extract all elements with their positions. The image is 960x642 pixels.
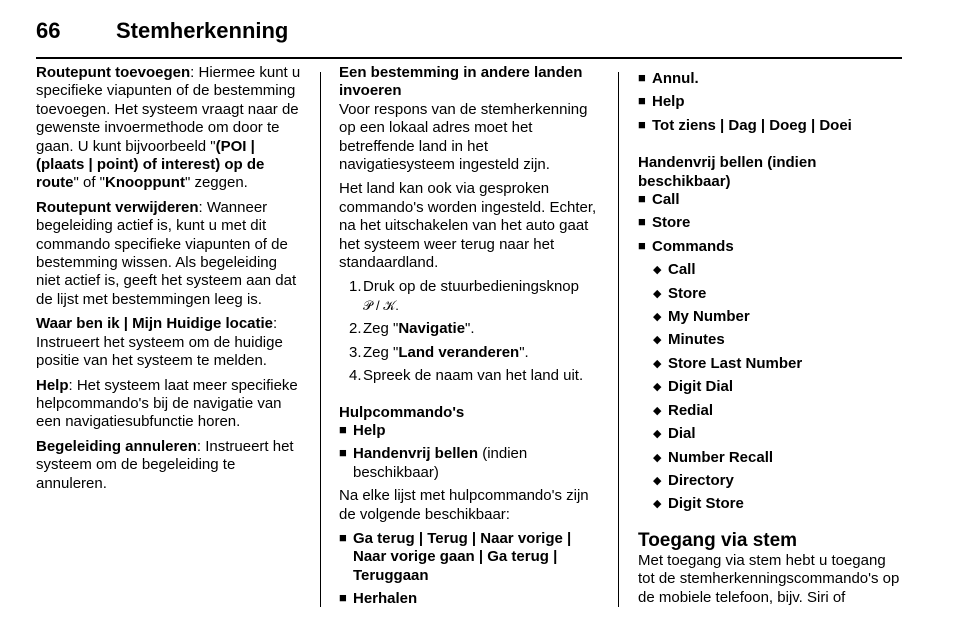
command-phrase: Commands (652, 237, 734, 255)
sublist-item: ◆ Store (638, 285, 906, 303)
command-phrase: Land veranderen (398, 343, 520, 361)
section-heading-large: Toegang via stem (638, 529, 798, 551)
column-1 (36, 64, 304, 499)
text: : Het systeem laat meer specifieke helpcommando's bij de navigatie van een navigatiesubfunctie horen. (36, 376, 298, 431)
sublist-item: ◆ Store Last Number (638, 355, 906, 373)
column-divider-2 (618, 72, 619, 607)
step-number: 4. (349, 367, 362, 385)
sublist-item: ◆ Redial (638, 402, 906, 420)
page-header (36, 18, 288, 48)
sublist-item: ◆ Dial (638, 425, 906, 443)
paragraph-routepunt-toevoegen (36, 64, 304, 193)
commands-sublist (638, 261, 906, 513)
help-command-list (339, 422, 607, 482)
sublist-item: ◆ Directory (638, 472, 906, 490)
step-text: Zeg " (363, 320, 399, 338)
paragraph-waar-ben-ik (36, 315, 304, 370)
steering-control-icon: 𝒫 / 𝒦. (363, 297, 399, 313)
sublist-item: ◆ Digit Store (638, 495, 906, 513)
list-item (638, 238, 906, 514)
handsfree-command-list (638, 191, 906, 514)
term: Routepunt toevoegen (36, 64, 191, 81)
list-item: ■ Store (638, 214, 906, 232)
section-heading: Een bestemming in andere landen invoeren (339, 64, 583, 100)
list-item: ■ Ga terug | Terug | Naar vorige | Naar vorige gaan | Ga terug | Teruggaan (339, 530, 607, 585)
help-heading: Hulpcommando's (339, 403, 465, 421)
paragraph: Voor respons van de stemherkenning op een lokaal adres moet het betreffende land in het navigatiesysteem ingesteld zijn. (339, 100, 588, 174)
text: : Wanneer begeleiding actief is, kunt u met dit commando specifieke viapunten of de bestemming wissen. Als begeleiding niet actief is, geeft het systeem aan dat de lijst met bestemmingen leeg is. (36, 198, 297, 308)
step-list (339, 278, 607, 385)
list-item (339, 445, 607, 482)
command-phrase: (POI | (plaats | point) of interest) op de route (36, 137, 265, 192)
text: (indien beschikbaar) (353, 445, 528, 481)
column-divider-1 (320, 72, 321, 607)
column-2 (339, 64, 607, 614)
step-item (339, 320, 607, 338)
paragraph: Na elke lijst met hulpcommando's zijn de volgende beschikbaar: (339, 487, 589, 523)
step-number: 2. (349, 320, 362, 338)
term: Routepunt verwijderen (36, 198, 199, 216)
text: " of " (73, 174, 105, 192)
step-text: Druk op de stuurbedieningsknop (363, 278, 579, 296)
top-command-list (638, 70, 906, 135)
list-item: ■ Annul. (638, 70, 906, 88)
paragraph: Het land kan ook via gesproken commando's worden ingesteld. Echter, na het uitschakelen van het auto gaat het systeem weer terug naar het standaardland. (339, 180, 597, 272)
term: Help (36, 376, 69, 394)
term: Begeleiding annuleren (36, 437, 197, 455)
list-item: ■ Call (638, 191, 906, 209)
sublist-item: ◆ Minutes (638, 331, 906, 349)
command-phrase: Handenvrij bellen (353, 445, 479, 463)
command-phrase: Knooppunt (105, 174, 185, 192)
handsfree-heading: Handenvrij bellen (indien beschikbaar) (638, 154, 817, 190)
sublist-item: ◆ Call (638, 261, 906, 279)
step-text: ". (519, 343, 529, 361)
step-item (339, 278, 607, 315)
list-item: ■ Help (638, 93, 906, 111)
step-text: Spreek de naam van het land uit. (363, 367, 584, 385)
text: : Hiermee kunt u specifieke viapunten of de bestemming toevoegen. Het systeem vraagt naar de gewenste invoermethode om door te gaan. U kunt bijvoorbeeld " (36, 64, 301, 155)
header-rule (36, 57, 902, 59)
text: : Instrueert het systeem om de huidige positie van het systeem te melden. (36, 315, 283, 370)
step-number: 1. (349, 278, 362, 296)
term: Waar ben ik | Mijn Huidige locatie (36, 315, 274, 333)
page-number: 66 (36, 18, 61, 43)
list-item: ■ Tot ziens | Dag | Doeg | Doei (638, 117, 906, 135)
text: " zeggen. (184, 174, 248, 192)
sublist-item: ◆ Number Recall (638, 449, 906, 467)
step-item (339, 344, 607, 362)
sublist-item: ◆ Digit Dial (638, 378, 906, 396)
step-item (339, 367, 607, 385)
sublist-item: ◆ My Number (638, 308, 906, 326)
paragraph-routepunt-verwijderen (36, 199, 304, 309)
command-phrase: Navigatie (398, 320, 466, 338)
list-item: ■ Help (339, 422, 607, 440)
list-item: ■ Herhalen (339, 590, 607, 608)
step-text: Zeg " (363, 343, 399, 361)
text: : Instrueert het systeem om de begeleiding te annuleren. (36, 437, 294, 492)
paragraph-begeleiding-annuleren (36, 438, 304, 493)
paragraph: Met toegang via stem hebt u toegang tot de stemherkenningscommando's op de mobiele telefoon, bijv. Siri of (638, 551, 900, 606)
step-number: 3. (349, 343, 362, 361)
column-3 (638, 64, 906, 613)
available-command-list (339, 530, 607, 609)
step-text: ". (465, 320, 475, 338)
chapter-title: Stemherkenning (116, 18, 289, 43)
paragraph-help (36, 377, 304, 432)
